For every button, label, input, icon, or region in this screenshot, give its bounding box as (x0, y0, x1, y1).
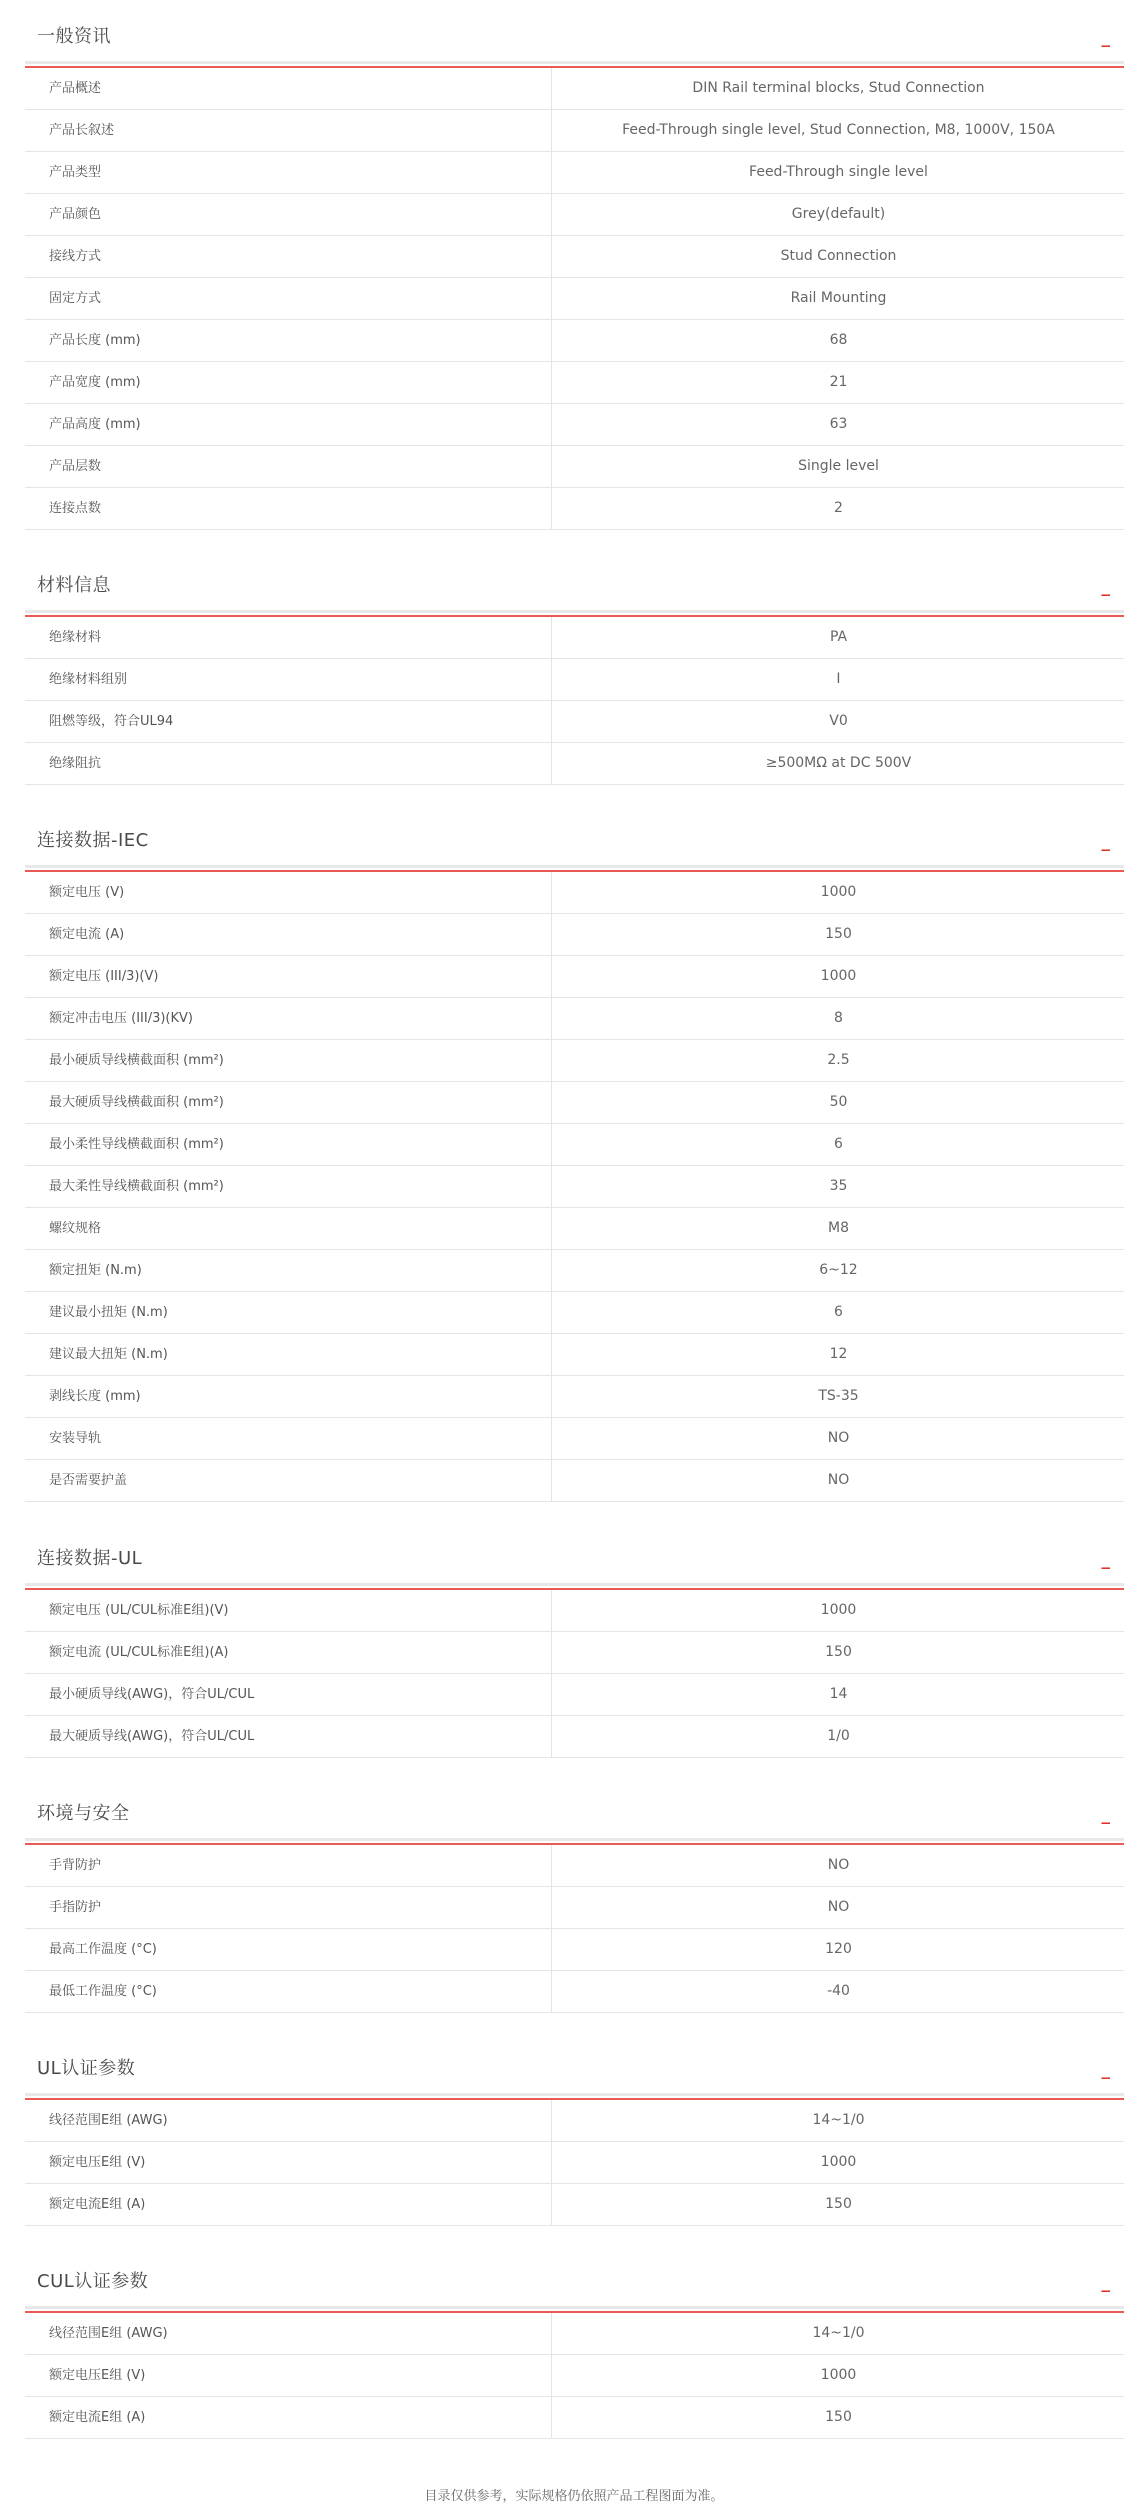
row-label: 产品层数 (25, 446, 552, 487)
row-label: 产品概述 (25, 68, 552, 109)
table-row (25, 1971, 1124, 2013)
spec-section (25, 804, 1124, 1502)
row-label: 最小硬质导线横截面积 (mm²) (25, 1040, 552, 1081)
table-row (25, 1334, 1124, 1376)
row-value: Feed-Through single level, Stud Connection, M8, 1000V, 150A (622, 122, 1055, 138)
section-header (25, 2032, 1124, 2100)
table-row (25, 1082, 1124, 1124)
row-label: 阻燃等级，符合UL94 (25, 701, 552, 742)
row-label: 产品长叙述 (25, 110, 552, 151)
row-value: 21 (829, 374, 848, 390)
row-label: 产品宽度 (mm) (25, 362, 552, 403)
table-row (25, 1292, 1124, 1334)
section-title: CUL认证参数 (37, 2271, 149, 2292)
row-value: NO (827, 1857, 850, 1873)
row-value: 1000 (820, 2154, 857, 2170)
header-divider (25, 2093, 1124, 2096)
header-divider (25, 2306, 1124, 2309)
table-row (25, 701, 1124, 743)
row-label: 最高工作温度 (°C) (25, 1929, 552, 1970)
row-label: 最小硬质导线(AWG)，符合UL/CUL (25, 1674, 552, 1715)
spec-table (25, 2313, 1124, 2439)
row-label: 最小柔性导线横截面积 (mm²) (25, 1124, 552, 1165)
table-row (25, 2184, 1124, 2226)
row-value: 35 (829, 1178, 848, 1194)
row-value: M8 (828, 1220, 849, 1236)
table-row (25, 362, 1124, 404)
table-row (25, 956, 1124, 998)
collapse-toggle-icon[interactable]: _ (1101, 2060, 1110, 2080)
row-value: 14~1/0 (812, 2112, 865, 2128)
table-row (25, 998, 1124, 1040)
row-value: DIN Rail terminal blocks, Stud Connection (692, 80, 985, 96)
row-value: Rail Mounting (790, 290, 887, 306)
row-value: 150 (825, 2196, 852, 2212)
row-label: 最低工作温度 (°C) (25, 1971, 552, 2012)
row-value: Grey(default) (791, 206, 886, 222)
section-title: 一般资讯 (37, 26, 111, 47)
row-label: 额定冲击电压 (III/3)(KV) (25, 998, 552, 1039)
collapse-toggle-icon[interactable]: _ (1101, 28, 1110, 48)
row-value: 1000 (820, 968, 857, 984)
table-row (25, 659, 1124, 701)
section-header (25, 549, 1124, 617)
row-value: 150 (825, 926, 852, 942)
row-label: 产品颜色 (25, 194, 552, 235)
row-value: 6~12 (819, 1262, 858, 1278)
row-value: 2 (834, 500, 843, 516)
collapse-toggle-icon[interactable]: _ (1101, 577, 1110, 597)
spec-table (25, 2100, 1124, 2226)
row-value: NO (827, 1472, 850, 1488)
table-row (25, 194, 1124, 236)
table-row (25, 68, 1124, 110)
row-value: 63 (829, 416, 848, 432)
row-label: 建议最大扭矩 (N.m) (25, 1334, 552, 1375)
table-row (25, 278, 1124, 320)
table-row (25, 1845, 1124, 1887)
section-header (25, 1777, 1124, 1845)
row-label: 安装导轨 (25, 1418, 552, 1459)
row-value: TS-35 (818, 1388, 859, 1404)
row-value: Stud Connection (780, 248, 897, 264)
header-divider (25, 61, 1124, 64)
row-value: 1000 (820, 884, 857, 900)
spec-section (25, 2032, 1124, 2226)
row-label: 额定电流 (UL/CUL标准E组)(A) (25, 1632, 552, 1673)
table-row (25, 1887, 1124, 1929)
row-label: 是否需要护盖 (25, 1460, 552, 1501)
table-row (25, 1716, 1124, 1758)
row-label: 连接点数 (25, 488, 552, 529)
spec-table (25, 1845, 1124, 2013)
row-label: 绝缘材料 (25, 617, 552, 658)
footnote: 目录仅供参考，实际规格仍依照产品工程图面为准。 (424, 2489, 724, 2504)
spec-section (25, 549, 1124, 785)
spec-table (25, 872, 1124, 1502)
row-label: 线径范围E组 (AWG) (25, 2100, 552, 2141)
row-label: 接线方式 (25, 236, 552, 277)
spec-table (25, 1590, 1124, 1758)
row-label: 产品类型 (25, 152, 552, 193)
table-row (25, 1632, 1124, 1674)
row-label: 固定方式 (25, 278, 552, 319)
section-header (25, 804, 1124, 872)
table-row (25, 2313, 1124, 2355)
table-row (25, 1250, 1124, 1292)
table-row (25, 446, 1124, 488)
section-title: UL认证参数 (37, 2058, 136, 2079)
row-label: 产品高度 (mm) (25, 404, 552, 445)
table-row (25, 617, 1124, 659)
row-label: 建议最小扭矩 (N.m) (25, 1292, 552, 1333)
collapse-toggle-icon[interactable]: _ (1101, 1805, 1110, 1825)
table-row (25, 1929, 1124, 1971)
table-row (25, 1418, 1124, 1460)
table-row (25, 872, 1124, 914)
table-row (25, 1208, 1124, 1250)
header-divider (25, 610, 1124, 613)
row-value: I (836, 671, 841, 687)
row-label: 额定电压 (V) (25, 872, 552, 913)
row-value: 6 (834, 1136, 843, 1152)
section-header (25, 2245, 1124, 2313)
row-label: 额定电流E组 (A) (25, 2184, 552, 2225)
collapse-toggle-icon[interactable]: _ (1101, 832, 1110, 852)
spec-table (25, 617, 1124, 785)
row-label: 手指防护 (25, 1887, 552, 1928)
row-label: 绝缘材料组别 (25, 659, 552, 700)
row-value: 68 (829, 332, 848, 348)
row-label: 绝缘阻抗 (25, 743, 552, 784)
collapse-toggle-icon[interactable]: _ (1101, 2273, 1110, 2293)
collapse-toggle-icon[interactable]: _ (1101, 1550, 1110, 1570)
table-row (25, 743, 1124, 785)
table-row (25, 1376, 1124, 1418)
row-value: Feed-Through single level (749, 164, 928, 180)
spec-section (25, 1777, 1124, 2013)
row-value: 1000 (820, 2367, 857, 2383)
row-value: PA (829, 629, 848, 645)
section-title: 连接数据-UL (37, 1548, 143, 1569)
table-row (25, 152, 1124, 194)
row-value: NO (827, 1430, 850, 1446)
row-label: 螺纹规格 (25, 1208, 552, 1249)
row-value: 12 (829, 1346, 848, 1362)
table-row (25, 488, 1124, 530)
row-value: -40 (827, 1983, 850, 1999)
section-title: 连接数据-IEC (37, 830, 149, 851)
row-label: 线径范围E组 (AWG) (25, 2313, 552, 2354)
table-row (25, 404, 1124, 446)
section-title: 材料信息 (37, 575, 111, 596)
row-value: 150 (825, 1644, 852, 1660)
row-label: 最大柔性导线横截面积 (mm²) (25, 1166, 552, 1207)
row-label: 额定电压 (UL/CUL标准E组)(V) (25, 1590, 552, 1631)
table-row (25, 2142, 1124, 2184)
row-label: 最大硬质导线横截面积 (mm²) (25, 1082, 552, 1123)
row-value: Single level (798, 458, 879, 474)
row-value: 1/0 (827, 1728, 850, 1744)
row-label: 额定电压 (III/3)(V) (25, 956, 552, 997)
table-row (25, 110, 1124, 152)
section-title: 环境与安全 (37, 1803, 130, 1824)
row-value: 2.5 (827, 1052, 850, 1068)
row-value: NO (827, 1899, 850, 1915)
row-value: ≥500MΩ at DC 500V (765, 755, 912, 771)
row-value: 50 (829, 1094, 848, 1110)
spec-section (25, 0, 1124, 530)
header-divider (25, 1838, 1124, 1841)
row-label: 额定电流E组 (A) (25, 2397, 552, 2438)
row-label: 额定电流 (A) (25, 914, 552, 955)
spec-section (25, 2245, 1124, 2439)
table-row (25, 1590, 1124, 1632)
spec-table (25, 68, 1124, 530)
row-value: 6 (834, 1304, 843, 1320)
table-row (25, 1460, 1124, 1502)
section-header (25, 0, 1124, 68)
row-value: 1000 (820, 1602, 857, 1618)
spec-section (25, 1522, 1124, 1758)
row-label: 最大硬质导线(AWG)，符合UL/CUL (25, 1716, 552, 1757)
table-row (25, 914, 1124, 956)
header-divider (25, 865, 1124, 868)
table-row (25, 1674, 1124, 1716)
row-label: 产品长度 (mm) (25, 320, 552, 361)
row-label: 手背防护 (25, 1845, 552, 1886)
table-row (25, 2100, 1124, 2142)
table-row (25, 320, 1124, 362)
table-row (25, 1166, 1124, 1208)
header-divider (25, 1583, 1124, 1586)
section-header (25, 1522, 1124, 1590)
table-row (25, 236, 1124, 278)
table-row (25, 1124, 1124, 1166)
row-value: V0 (829, 713, 848, 729)
row-label: 额定电压E组 (V) (25, 2355, 552, 2396)
row-label: 额定电压E组 (V) (25, 2142, 552, 2183)
table-row (25, 1040, 1124, 1082)
row-value: 150 (825, 2409, 852, 2425)
row-value: 120 (825, 1941, 852, 1957)
row-value: 14 (829, 1686, 848, 1702)
table-row (25, 2355, 1124, 2397)
row-value: 14~1/0 (812, 2325, 865, 2341)
row-label: 剥线长度 (mm) (25, 1376, 552, 1417)
row-value: 8 (834, 1010, 843, 1026)
table-row (25, 2397, 1124, 2439)
row-label: 额定扭矩 (N.m) (25, 1250, 552, 1291)
